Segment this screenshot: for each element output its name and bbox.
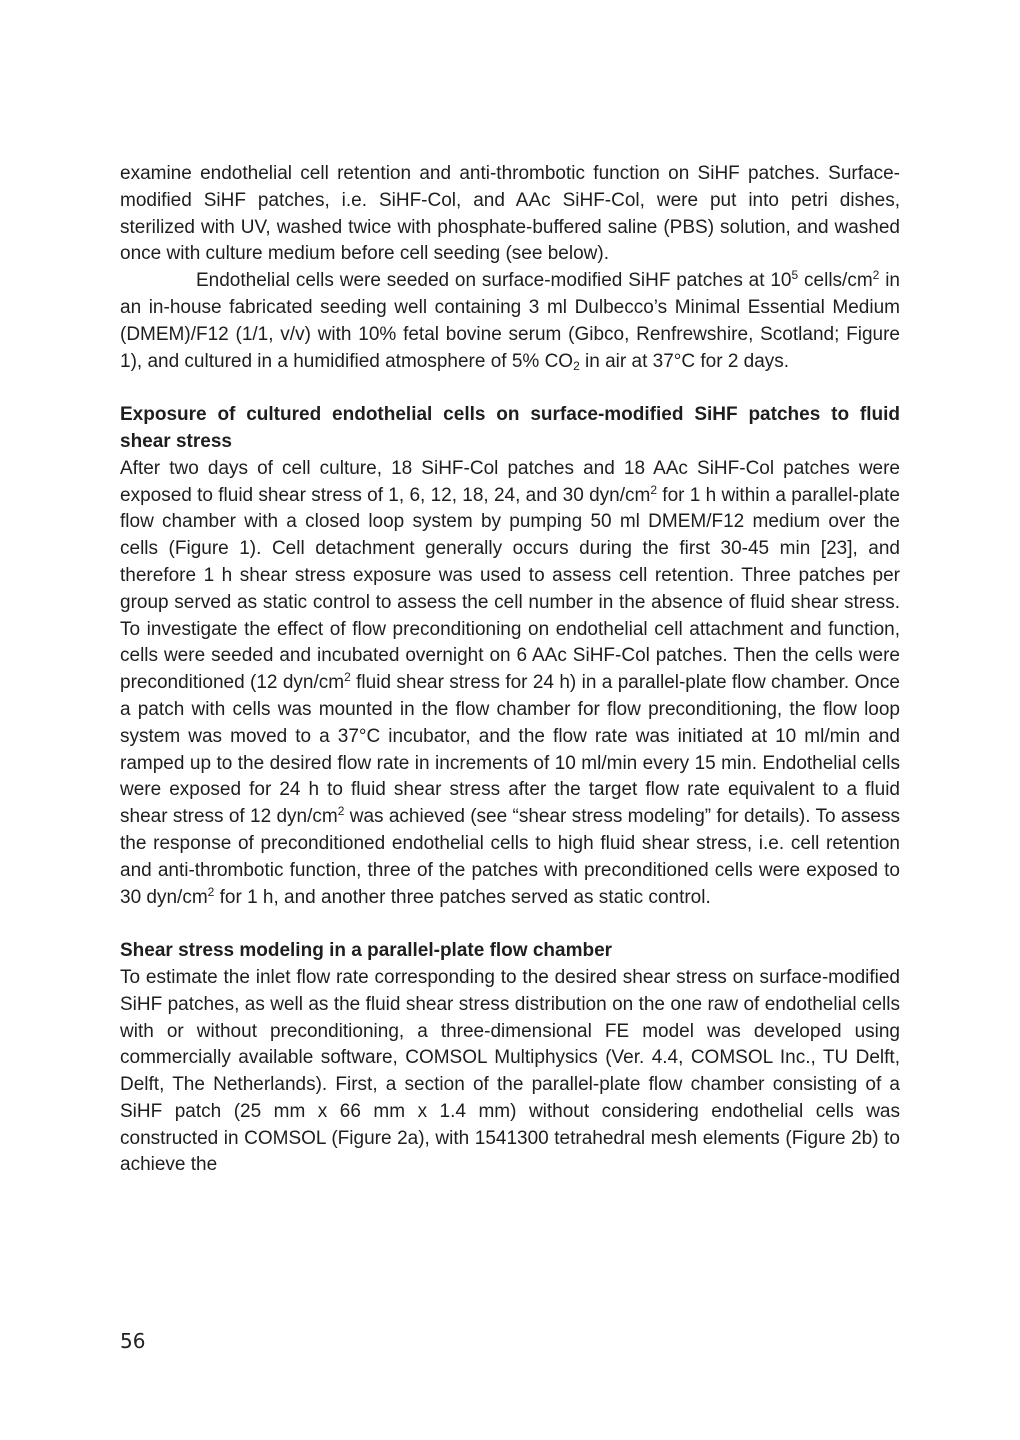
paragraph-3-text-b: for 1 h within a parallel-plate flow chamber with a closed loop system by pumping 50 ml DMEM/F12 medium over the cells (Figure 1). Cell detachment generally occurs during the first 30-45 min [23], and therefore 1 h shear stress exposure was used to assess cell retention. Three patches per group served as static control to assess the cell number in the absence of fluid shear stress. To investigate the effect of flow preconditioning on endothelial cell attachment and function, cells were seeded and incubated overnight on 6 AAc SiHF-Col patches. Then the cells were preconditioned (12 dyn/cm [120,484,900,694]
paragraph-2-text-d: in air at 37°C for 2 days. [579,350,790,372]
paragraph-2 [120,268,900,375]
superscript: 2 [337,804,345,819]
paragraph-3 [120,456,900,912]
superscript: 2 [650,482,658,497]
paragraph-2-text-b: cells/cm [798,270,873,292]
paragraph-3-text-a: After two days of cell culture, 18 SiHF-Col patches and 18 AAc SiHF-Col patches were exposed to fluid shear stress of 1, 6, 12, 18, 24, and 30 dyn/cm [120,457,900,506]
paragraph-3-text-e: for 1 h, and another three patches served as static control. [214,886,711,908]
paragraph-4: To estimate the inlet flow rate corresponding to the desired shear stress on surface-modified SiHF patches, as well as the fluid shear stress distribution on the one raw of endothelial cells with or without preconditioning, a three-dimensional FE model was developed using commercially available software, COMSOL Multiphysics (Ver. 4.4, COMSOL Inc., TU Delft, Delft, The Netherlands). First, a section of the parallel-plate flow chamber consisting of a SiHF patch (25 mm x 66 mm x 1.4 mm) without considering endothelial cells was constructed in COMSOL (Figure 2a), with 1541300 tetrahedral mesh elements (Figure 2b) to achieve the [120,966,900,1176]
superscript: 2 [872,268,880,283]
paragraph-3-text-c: fluid shear stress for 24 h) in a parallel-plate flow chamber. Once a patch with cells was mounted in the flow chamber for flow preconditioning, the flow loop system was moved to a 37°C incubator, and the flow rate was initiated at 10 ml/min and ramped up to the desired flow rate in increments of 10 ml/min every 15 min. Endothelial cells were exposed for 24 h to fluid shear stress after the target flow rate equivalent to a fluid shear stress of 12 dyn/cm [120,672,900,828]
superscript: 2 [207,884,215,899]
section-heading-modeling: Shear stress modeling in a parallel-plate flow chamber [120,940,613,962]
paragraph-2-text-c: in an in-house fabricated seeding well containing 3 ml Dulbecco’s Minimal Essential Medium (DMEM)/F12 (1/1, v/v) with 10% fetal bovine serum (Gibco, Renfrewshire, Scotland; Figure 1), and cultured in a humidified atmosphere of 5% CO [120,270,900,372]
page-body [120,161,900,1179]
superscript: 2 [344,670,351,685]
page-number: 56 [120,1329,146,1353]
superscript: 5 [791,268,799,283]
paragraph-3-text-d: was achieved (see “shear stress modeling” for details). To assess the response of preconditioned endothelial cells to high fluid shear stress, i.e. cell retention and anti-thrombotic function, three of the patches with preconditioned cells were exposed to 30 dyn/cm [120,806,900,908]
paragraph-2-text-a: Endothelial cells were seeded on surface-modified SiHF patches at 10 [196,270,792,292]
subscript: 2 [573,358,580,373]
paragraph-1: examine endothelial cell retention and anti-thrombotic function on SiHF patches. Surface-modified SiHF patches, i.e. SiHF-Col, and AAc SiHF-Col, were put into petri dishes, sterilized with UV, washed twice with phosphate-buffered saline (PBS) solution, and washed once with culture medium before cell seeding (see below). [120,163,900,265]
section-heading-exposure: Exposure of cultured endothelial cells on surface-modified SiHF patches to fluid shear stress [120,404,900,452]
